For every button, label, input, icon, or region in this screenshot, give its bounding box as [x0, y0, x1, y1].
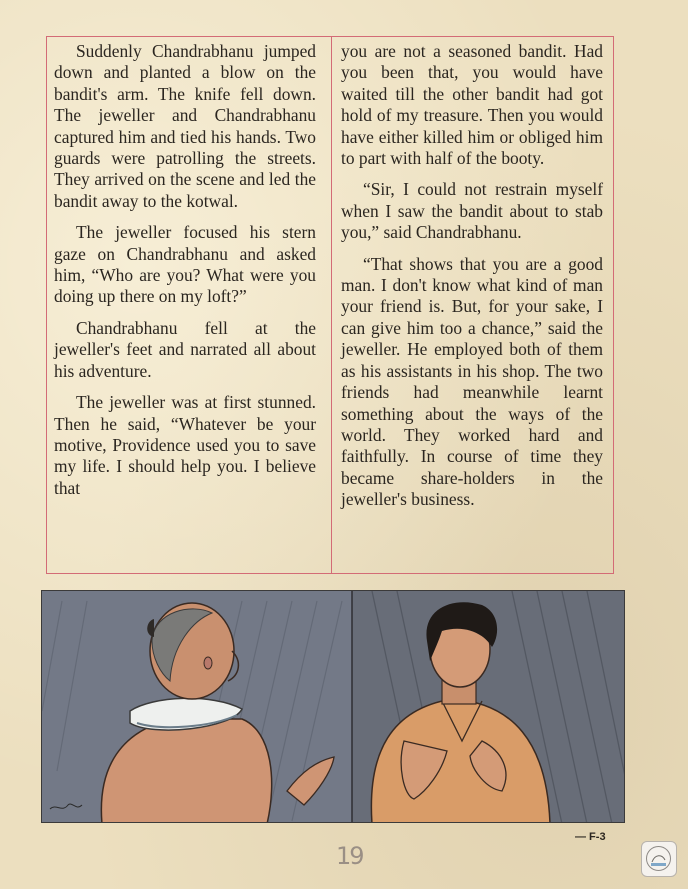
page-number: 19: [336, 842, 363, 870]
story-illustration: [41, 590, 625, 823]
page-code: — F-3: [575, 831, 606, 843]
paragraph: The jeweller focused his stern gaze on Chandrabhanu and asked him, “Who are you? What were you doing up there on my loft?”: [54, 222, 316, 307]
paragraph: “That shows that you are a good man. I don't know what kind of man your friend is. But, for your sake, I can give him too a chance,” said the jeweller. He employed both of them as his assistants in his shop. The two friends had meanwhile learnt something about the ways of the world. They worked hard and faithfully. In course of time they became share-holders in the jeweller's business.: [341, 253, 603, 510]
text-frame: [46, 36, 614, 574]
paragraph: The jeweller was at first stunned. Then he said, “Whatever be your motive, Providence used you to save my life. I should help you. I believe that: [54, 392, 316, 498]
paragraph: you are not a seasoned bandit. Had you been that, you would have waited till the other bandit had got hold of my treasure. Then you would have either killed him or obliged him to part with half of the booty.: [341, 41, 603, 169]
right-column: [341, 41, 603, 521]
library-stamp: [641, 841, 677, 877]
illustration-art: [42, 591, 625, 823]
left-column: [54, 41, 316, 509]
paragraph: “Sir, I could not restrain myself when I saw the bandit about to stab you,” said Chandrabhanu.: [341, 179, 603, 243]
column-divider: [331, 37, 332, 573]
stamp-icon: [642, 842, 675, 875]
paragraph: Suddenly Chandrabhanu jumped down and planted a blow on the bandit's arm. The knife fell down. The jeweller and Chandrabhanu captured him and tied his hands. Two guards were patrolling the streets. They arrived on the scene and led the bandit away to the kotwal.: [54, 41, 316, 211]
paragraph: Chandrabhanu fell at the jeweller's feet and narrated all about his adventure.: [54, 317, 316, 381]
